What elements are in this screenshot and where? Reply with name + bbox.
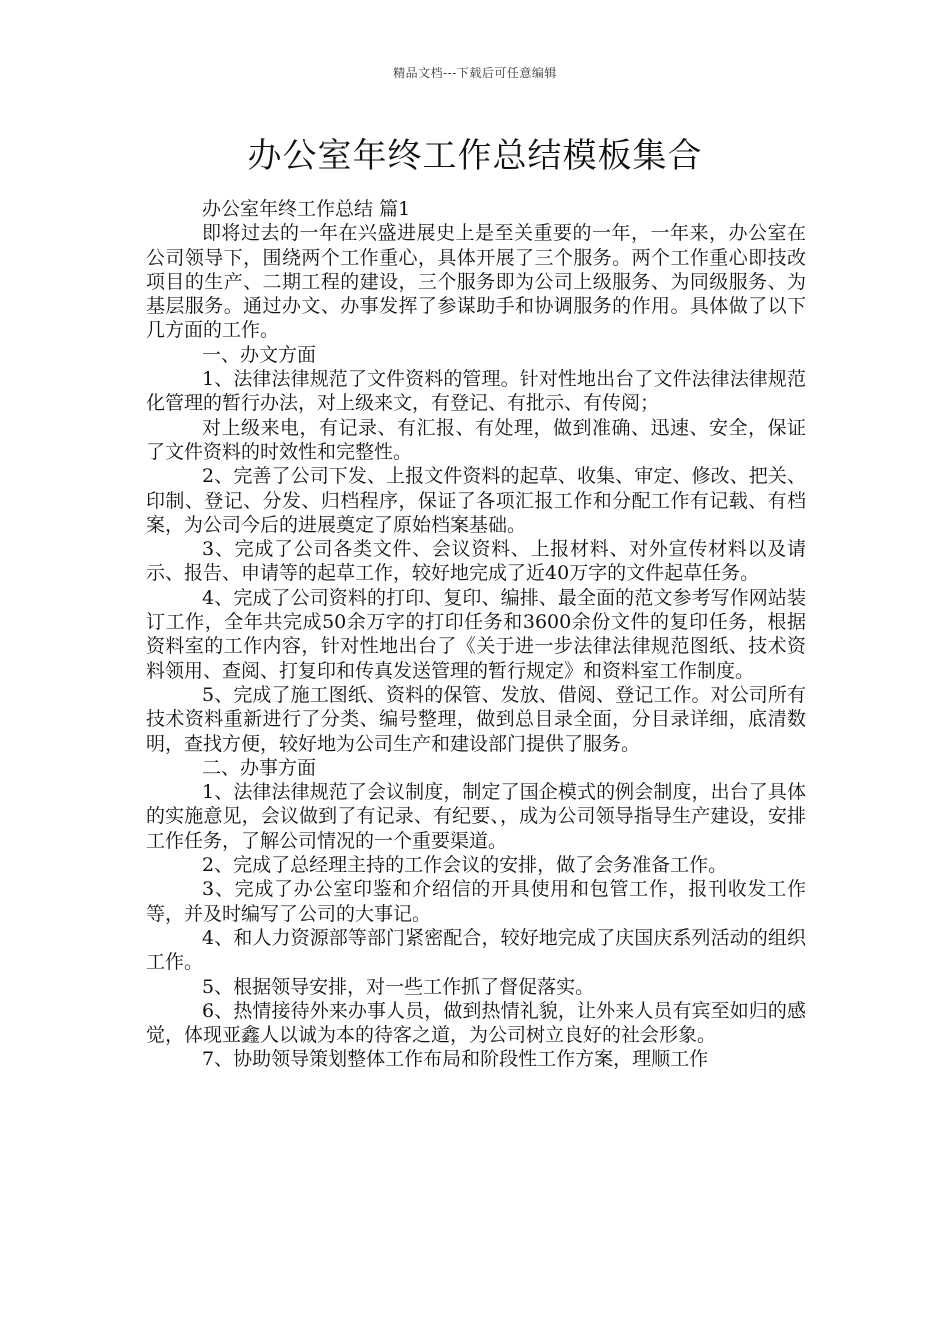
paragraph: 5、根据领导安排，对一些工作抓了督促落实。 [202,975,595,998]
header-note: 精品文档---下载后可任意编辑 [393,66,557,80]
section-heading: 一、办文方面 [202,343,317,366]
document-body [146,197,806,1072]
paragraph: 2、完善了公司下发、上报文件资料的起草、收集、审定、修改、把关、印制、登记、分发、归档程序，保证了各项汇报工作和分配工作有记载、有档案，为公司今后的进展奠定了原始档案基础。 [146,465,806,536]
paragraph: 7、协助领导策划整体工作布局和阶段性工作方案，理顺工作 [202,1048,709,1071]
paragraph: 即将过去的一年在兴盛进展史上是至关重要的一年，一年来，办公室在公司领导下，围绕两个工作重心，具体开展了三个服务。两个工作重心即技改项目的生产、二期工程的建设，三个服务即为公司上级服务、为同级服务、为基层服务。通过办文、办事发挥了参谋助手和协调服务的作用。具体做了以下几方面的工作。 [146,222,806,342]
paragraph: 1、法律法律规范了文件资料的管理。针对性地出台了文件法律法律规范化管理的暂行办法，对上级来文，有登记、有批示、有传阅； [146,368,806,415]
paragraph: 对上级来电，有记录、有汇报、有处理，做到准确、迅速、安全，保证了文件资料的时效性和完整性。 [146,416,806,463]
paragraph: 2、完成了总经理主持的工作会议的安排，做了会务准备工作。 [202,854,728,877]
paragraph: 4、和人力资源部等部门紧密配合，较好地完成了庆国庆系列活动的组织工作。 [146,926,806,974]
document-title: 办公室年终工作总结模板集合 [247,136,703,176]
paragraph: 6、热情接待外来办事人员，做到热情礼貌，让外来人员有宾至如归的感觉，体现亚鑫人以诚为本的待客之道，为公司树立良好的社会形象。 [146,999,806,1047]
section-heading: 二、办事方面 [202,756,317,779]
section-heading: 办公室年终工作总结 篇1 [202,198,411,220]
paragraph: 1、法律法律规范了会议制度，制定了国企模式的例会制度，出台了具体的实施意见，会议做到了有记录、有纪要、，成为公司领导指导生产建设，安排工作任务，了解公司情况的一个重要渠道。 [146,781,806,852]
paragraph: 5、完成了施工图纸、资料的保管、发放、借阅、登记工作。对公司所有技术资料重新进行了分类、编号整理，做到总目录全面，分目录详细，底清数明，查找方便，较好地为公司生产和建设部门提供了服务。 [146,683,806,755]
paragraph: 4、完成了公司资料的打印、复印、编排、最全面的范文参考写作网站装订工作，全年共完成50余万字的打印任务和3600余份文件的复印任务，根据资料室的工作内容，针对性地出台了《关于进一步法律法律规范图纸、技术资料领用、查阅、打复印和传真发送管理的暂行规定》和资料室工作制度。 [146,586,806,682]
paragraph: 3、完成了办公室印鉴和介绍信的开具使用和包管工作，报刊收发工作等，并及时编写了公司的大事记。 [146,878,806,925]
paragraph: 3、完成了公司各类文件、会议资料、上报材料、对外宣传材料以及请示、报告、申请等的起草工作，较好地完成了近40万字的文件起草任务。 [146,538,806,585]
